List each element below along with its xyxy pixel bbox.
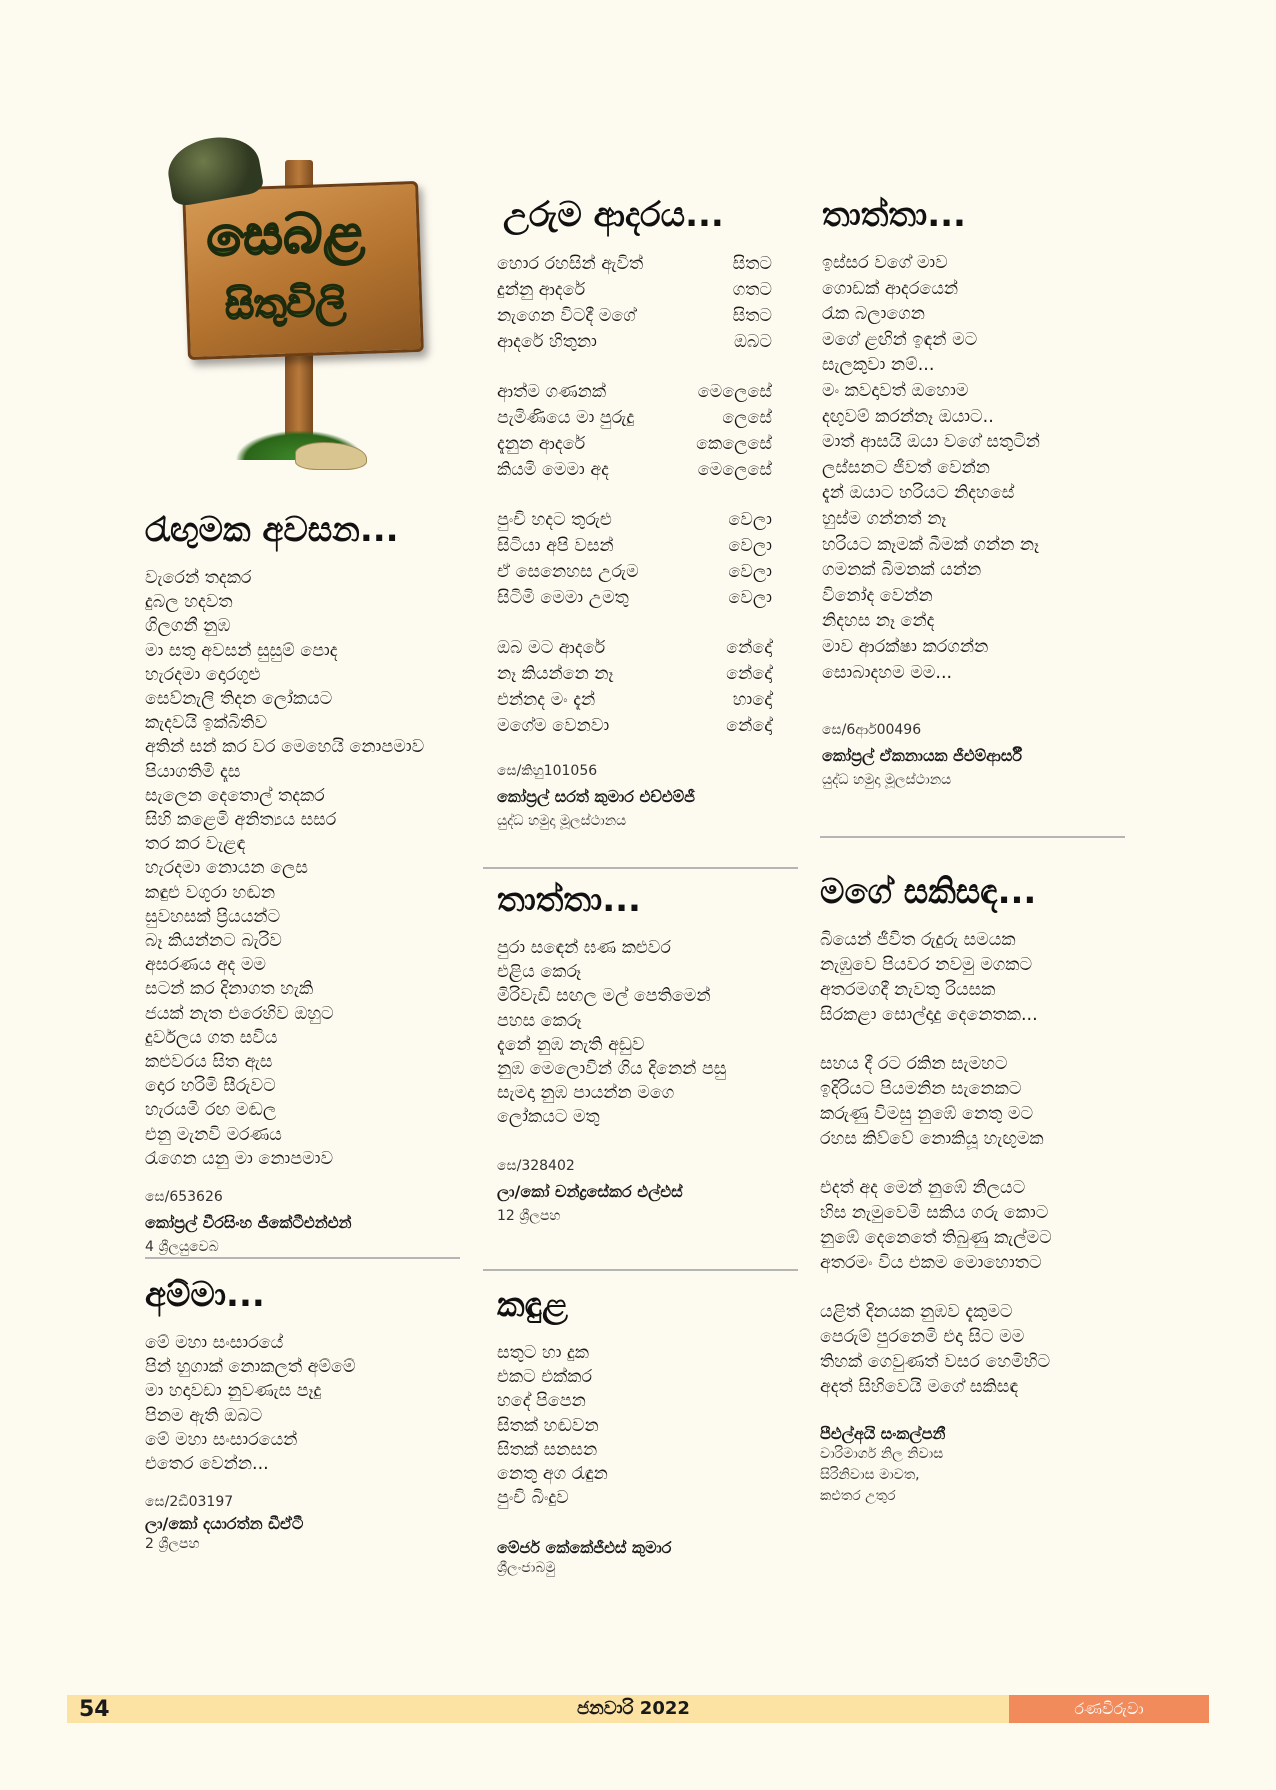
poem-line: රැක බලාගෙන [822,304,925,325]
poem-line: පහස කෙරූ [497,1010,582,1031]
poem-title: තාත්තා... [822,195,966,235]
poem-line: නිදහස නෑ නේද [822,611,935,632]
rhyme-word: හාදෝ [732,690,772,710]
poem-line: සිතක් හඬවන [497,1415,599,1436]
poem-line: දොර හරිමි සීරුවට [145,1076,276,1097]
poem-line: මේ මහා සංසාරයෙන් [145,1429,298,1450]
rhyme-word: නේදෝ [726,664,772,684]
poem-line: දුබල හදවත [145,592,233,613]
author-name: කෝප්‍රල් වීරසිංහ ජීකේටීඑන්එන් [145,1213,352,1233]
poem-line: කැදවයි ඉක්බිතිව [145,713,268,734]
poem-line: එදත් අද මෙන් නුඹේ නිලයට [820,1178,1026,1198]
poem-line: ලස්සනට ජීවත් වෙන්න [822,457,990,478]
poem-line: පියාගතිමි දෑස [145,761,241,782]
poem-line: ගිලගනී නුඹ [145,616,231,637]
poem-line: සැලෙන දෙතොල් තදකර [145,785,325,806]
author-name: ලා/කෝ චන්ද්‍රසේකර එල්එස් [497,1181,683,1201]
poem-line [497,251,772,277]
poem-line [497,507,772,533]
poem-line: අතින් සන් කර වර මෙහෙයි නොපමාව [145,737,425,758]
sign-board [182,181,424,360]
poem-line: සටන් කර දිනාගත හැකි [145,979,314,1000]
author-unit: ශ්‍රීලංජාබමු [497,1560,556,1577]
author-code: සෙ/කිහු101056 [497,763,598,779]
line-text: දැනුන ආදරේ [497,434,586,454]
poem-lines [145,566,465,1171]
poem-line: අසරණය අද මම [145,955,267,976]
page-number: 54 [79,1697,110,1722]
poem-line: සහය දී රට රකින සැමහට [820,1054,1008,1074]
poem-line: මිරිවැඩි සඟල මල් පෙතිමෙන් [497,986,711,1007]
poem-line: අතරමං විය එකම මොහොතට [820,1253,1042,1273]
poem-line: නුඹ මෙලොවින් ගිය දිනෙන් පසු [497,1059,727,1080]
poem-line: බෑ කියන්නට බැරිව [145,931,282,952]
author-code: සෙ/6ආර්00496 [822,722,922,739]
poem-thaththa-1 [822,195,1152,788]
poem-title: තාත්තා... [497,880,641,920]
rhyme-word: ලෙසේ [722,408,772,428]
poem-line: මේ මහා සංසාරයේ [145,1333,284,1353]
author-name: කෝප්‍රල් ඒකනායක ජීඑම්ආර්සී [822,746,1023,766]
line-text: දුන්නු ආදරේ [497,280,586,300]
rhyme-word: කෙලෙසේ [696,434,772,454]
poem-line [497,277,772,303]
poem-line: මා සතු අවසන් සුසුම් පොද [145,640,338,661]
divider [820,836,1125,838]
author-unit: 4 ශ්‍රීලයුවෙබ [145,1239,219,1256]
line-text: එන්නද මං දැන් [497,690,596,710]
poem-line: ඉදිරියට පියමනින සැනෙකට [820,1079,1022,1099]
rhyme-word: නේදෝ [726,716,772,736]
author-code: සෙ/328402 [497,1157,575,1174]
poem-uruma-adaraya [497,195,772,829]
poem-line [497,405,772,431]
rhyme-word: වෙලා [728,562,772,582]
poem-line: කරුණු විමසු නුඹේ නෙතු මට [820,1104,1034,1124]
stanza [820,1052,1150,1152]
author-name: ලා/කෝ දයාරත්න ඩීඒටී [145,1514,304,1534]
poem-line [497,457,772,483]
poem-line: සැලකුවා නම්... [822,355,935,376]
line-text: සිටිමි මෙමා උමතු [497,588,629,608]
rhyme-word: සිතට [732,306,772,326]
line-text: නැගෙන විටදී මගේ [497,306,636,326]
poem-line: රැගෙන යනු මා නොපමාව [145,1148,334,1169]
stanza [497,251,772,355]
poem-ranguma [145,510,465,1255]
stanza [497,507,772,611]
author-unit: යුද්ධ හමුදා මූලස්ථානය [822,772,952,789]
author-address [820,1444,1150,1507]
rhyme-word: වෙලා [728,536,772,556]
poem-lines [822,251,1152,686]
poem-line [497,585,772,611]
logo-line2: සිතුවිලි [224,278,347,329]
line-text: මගේම වෙනවා [497,716,610,736]
poem-line: මාත් ආසයි ඔයා වගේ සතුටින් [822,432,1041,453]
author-code: සෙ/2ඩී03197 [145,1494,234,1511]
poem-line: විනෝද වෙන්න [822,585,933,606]
poem-line [497,329,772,355]
rhyme-word: වෙලා [728,510,772,530]
line-text: කියමි මෙමා අද [497,460,609,480]
line-text: ආත්ම ගණනක් [497,382,607,402]
stanza [820,1176,1150,1276]
poem-line: හදේ පිපෙන [497,1391,586,1412]
line-text: හොර රහසින් ඇවිත් [497,254,644,274]
author-name: මේජර් කේකේජීඑස් කුමාර [497,1538,672,1558]
poem-title: අම්මා... [145,1275,265,1315]
poem-line: නුඹේ දෙනෙතේ තිබුණු කැල්මට [820,1228,1052,1248]
poem-stanzas [820,928,1150,1400]
poem-line: පිනම ඇති ඔබට [145,1405,263,1426]
poem-line [497,635,772,661]
author-unit: යුද්ධ හමුදා මූලස්ථානය [497,813,627,829]
poem-line: කළුවරය සිත ඇස [145,1052,273,1073]
poem-line: ගොඩක් ආදරයෙන් [822,278,959,299]
poem-line: ලෝකයට මතු [497,1107,600,1128]
poem-line: මාව ආරක්ෂා කරගන්න [822,636,989,657]
line-text: පුංචි හදට තුරුළු [497,510,612,530]
poem-lines [145,1331,465,1476]
poem-kandula [497,1285,787,1576]
poem-line: දැන් ඔයාට හරියට නිදහසේ [822,483,1015,504]
poem-line: වැරෙන් තදකර [145,568,252,588]
poem-line: යළිත් දිනයක නුඹව දැකුමට [820,1302,1013,1322]
poem-title: මගේ සකිසඳ... [820,872,1037,912]
poem-line: මං කවදාවත් ඔහොම [822,380,969,401]
poem-line: සොබාදහම මම... [822,662,953,683]
address-line: සිරිනිවාස මාවත, [820,1467,920,1483]
line-text: ආදරේ හිතුනා [497,332,597,352]
poem-line: දැනේ නුඹ නැති අඩුව [497,1034,645,1055]
rhyme-word: නේදෝ [726,638,772,658]
poem-thaththa-2 [497,880,787,1224]
issue-date: ජනවාරි 2022 [577,1698,690,1719]
poem-line: ජයක් නැත එරෙහිව ඔහුට [145,1003,334,1024]
magazine-name: රණවිරුවා [1009,1695,1209,1723]
rhyme-word: වෙලා [728,588,772,608]
poem-line: එකට එක්කර [497,1367,593,1388]
poem-line [497,661,772,687]
poem-line: බියෙන් ජීවිත රුදුරු සමයක [820,930,1016,950]
poem-line: කඳුළු වගුරා හඬන [145,882,276,903]
poem-line: සිරකළා සොල්දාදු දෙනෙතක... [820,1005,1038,1025]
author-code: සෙ/653626 [145,1189,223,1206]
poem-line: පුංචි බිංදුව [497,1488,569,1509]
poem-title: කඳුළ [497,1285,568,1325]
poem-lines [497,936,787,1130]
rhyme-word: මෙලෙසේ [697,382,772,402]
poem-mage-sakisanda [820,872,1150,1507]
divider [483,867,798,869]
poem-line: හුස්ම ගන්නත් නෑ [822,508,947,529]
poem-line: පෙරුම් පුරනෙමි එදා සිට මම [820,1327,1025,1347]
poem-title: උරුම ආදරය... [503,195,724,235]
poem-title: රැඟුමක අවසන... [145,510,399,550]
author-unit: 2 ශ්‍රීලපහ [145,1536,200,1553]
poem-line: අදත් සිහිවෙයි මගේ සකිසඳ [820,1377,1019,1397]
line-text: නෑ කියන්නෙ නෑ [497,664,614,684]
stanza [497,635,772,739]
poem-line: හැරදමා දොරගුළු [145,664,261,685]
author-name: කෝප්‍රල් සරත් කුමාර එච්එම්ජී [497,787,695,806]
author-unit: 12 ශ්‍රීලපහ [497,1207,561,1224]
page-footer [67,1695,1209,1723]
divider [145,1257,460,1259]
poem-line: හැරදමා නොයන ලෙස [145,858,308,879]
divider [483,1269,798,1271]
poem-line: නෙතු අග රැඳුන [497,1464,608,1485]
address-line: වාරිමාර්ග නිල නිවාස [820,1446,944,1462]
poem-line: ඉස්සර වගේ මාව [822,253,948,273]
poem-line: සුවහසක් ප්‍රියයන්ට [145,906,281,927]
line-text: පැමිණියෙ මා පුරුදු [497,408,635,428]
stanza [497,379,772,483]
poem-line: එළිය කෙරූ [497,962,582,983]
poem-line: දුර්වලය ගත සවිය [145,1027,278,1048]
poem-line: සිතක් සනසන [497,1439,598,1460]
poem-line: එතෙර වෙන්න... [145,1454,269,1475]
author-name: පීඑල්අයි සංකල්පනී [820,1424,946,1443]
poem-line: රහස කිව්වේ නොකියූ හැඟුමක [820,1129,1044,1149]
poem-amma [145,1275,465,1552]
poem-line: හිස නැමුවෙමි සකිය ගරු කොට [820,1203,1049,1223]
poem-lines [497,1341,787,1510]
poem-line [497,303,772,329]
poem-line [497,533,772,559]
address-line: කළුතර උතුර [820,1488,896,1504]
stanza [820,928,1150,1028]
poem-line: සිහි කළෙමි අනිත්‍යය සසර [145,810,337,831]
poem-line: සැමදා නුඹ පායන්න මගෙ [497,1083,675,1104]
poem-line [497,379,772,405]
poem-line [497,687,772,713]
stanza [820,1300,1150,1400]
sebala-situwili-logo [165,130,430,500]
line-text: ඔබ මට ආදරේ [497,638,606,658]
poem-line: ගමනක් බිමනක් යන්න [822,560,982,581]
rhyme-word: ගතට [732,280,772,300]
line-text: ඒ සෙනෙහස උරුම [497,562,639,582]
poem-line [497,559,772,585]
rhyme-word: සිතට [732,254,772,274]
poem-line: හැරයමි රඟ මඬල [145,1100,277,1121]
poem-line: මගේ ළඟින් ඉඳන් මට [822,329,978,350]
poem-line: හරියට කෑමක් බීමක් ගන්න නෑ [822,534,1039,555]
poem-line [497,431,772,457]
poem-line: එනු මැනවි මරණය [145,1124,282,1145]
poem-stanzas [497,251,772,739]
poem-line [497,713,772,739]
poem-line: පුරා සඳෙන් ඝණ කළුවර [497,938,671,958]
poem-line: සෙව්නැලි තිදන ලෝකයට [145,689,333,710]
poem-line: පින් හුගාක් නොකලත් අම්මේ [145,1357,356,1378]
poem-line: නැඹුවෙ පියවර නවමු මගකට [820,955,1033,975]
rhyme-word: ඔබට [733,332,772,352]
poem-line: සතුට හා දුක [497,1343,590,1363]
poem-line: දඟුවම් කරන්නෑ ඔයාට.. [822,406,994,427]
line-text: සිටියා අපි වසන් [497,536,614,556]
poem-line: මා හදාවඩා නුවණැස පෑදු [145,1381,322,1402]
rhyme-word: මෙලෙසේ [697,460,772,480]
poem-line: අතරමගදී නැවතු රියසක [820,980,996,1000]
poem-line: තර කර වැළඳ [145,834,246,855]
logo-line1: සෙබළ [205,199,367,269]
poem-line: තිහක් ගෙවුණත් වසර හෙමිහිට [820,1352,1051,1372]
